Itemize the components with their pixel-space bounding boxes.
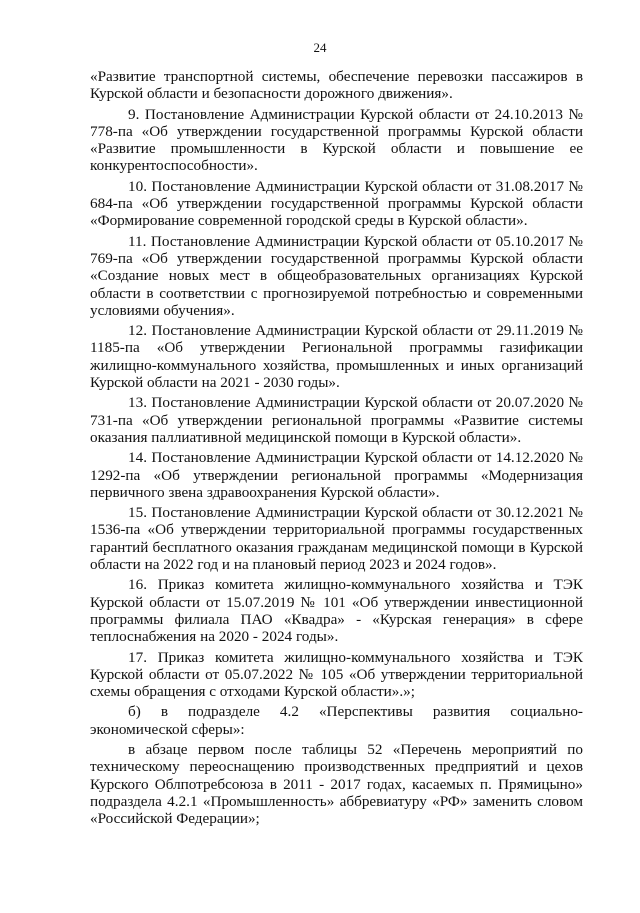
paragraph: 13. Постановление Администрации Курской области от 20.07.2020 № 731-па «Об утверждении региональной программы «Развитие системы оказания паллиативной медицинской помощи в Курской области». [90,394,583,446]
paragraph: 10. Постановление Администрации Курской области от 31.08.2017 № 684-па «Об утверждении государственной программы Курской области «Формирование современной городской среды в Курской области». [90,177,583,230]
paragraph: 14. Постановление Администрации Курской области от 14.12.2020 № 1292-па «Об утверждении региональной программы «Модернизация первичного звена здравоохранения Курской области». [90,449,583,501]
paragraph: 11. Постановление Администрации Курской области от 05.10.2017 № 769-па «Об утверждении государственной программы Курской области «Создание новых мест в общеобразовательных организациях Курской области в соответствии с прогнозируемой потребностью и современными условиями обучения». [90,232,583,319]
paragraph: 17. Приказ комитета жилищно-коммунального хозяйства и ТЭК Курской области от 05.07.2022 № 105 «Об утверждении территориальной схемы обращения с отходами Курской области».»; [90,648,583,701]
page-number: 24 [313,40,327,55]
paragraph: 12. Постановление Администрации Курской области от 29.11.2019 № 1185-па «Об утверждении Региональной программы газификации жилищно-коммунального хозяйства, промышленных и иных организаций Курской области на 2021 - 2030 годы». [90,322,583,392]
paragraph: б) в подразделе 4.2 «Перспективы развития социально-экономической сферы»: [90,703,583,738]
body-text [90,68,583,830]
paragraph: в абзаце первом после таблицы 52 «Перечень мероприятий по техническому переоснащению производственных предприятий и цехов Курского Облпотребсоюза в 2011 - 2017 годах, касаемых п. Прямицыно» подраздела 4.2.1 «Промышленность» аббревиатуру «РФ» заменить словом «Российской Федерации»; [90,740,583,828]
paragraph: 15. Постановление Администрации Курской области от 30.12.2021 № 1536-па «Об утверждении территориальной программы государственных гарантий бесплатного оказания гражданам медицинской помощи в Курской области на 2022 год и на плановый период 2023 и 2024 годов». [90,504,583,574]
paragraph: 16. Приказ комитета жилищно-коммунального хозяйства и ТЭК Курской области от 15.07.2019 № 101 «Об утверждении инвестиционной программы филиала ПАО «Квадра» - «Курская генерация» в сфере теплоснабжения на 2020 - 2024 годы». [90,576,583,646]
paragraph: 9. Постановление Администрации Курской области от 24.10.2013 № 778-па «Об утверждении государственной программы Курской области «Развитие промышленности в Курской области и повышение ее конкурентоспособности». [90,105,583,175]
paragraph: «Развитие транспортной системы, обеспечение перевозки пассажиров в Курской области и безопасности дорожного движения». [90,68,583,103]
